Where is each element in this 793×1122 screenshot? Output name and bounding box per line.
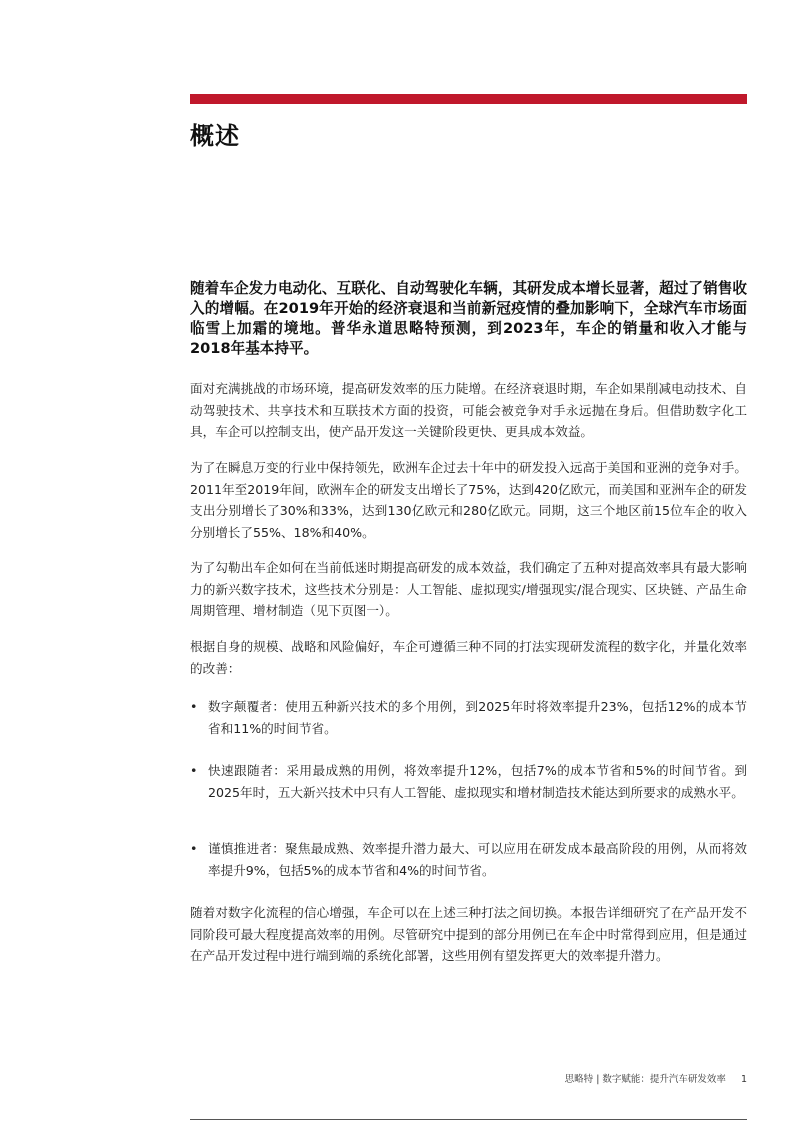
body-paragraph-4: 根据自身的规模、战略和风险偏好，车企可遵循三种不同的打法实现研发流程的数字化，并量化效率的改善：: [190, 639, 747, 676]
bottom-rule: [190, 1119, 747, 1120]
page-number: 1: [740, 1074, 747, 1085]
bullet-item-fast-follower: [190, 760, 747, 803]
body-paragraph-2: 为了在瞬息万变的行业中保持领先，欧洲车企过去十年中的研发投入远高于美国和亚洲的竞争对手。2011年至2019年间，欧洲车企的研发支出增长了75%，达到420亿欧元，而美国和亚洲车企的研发支出分别增长了30%和33%，达到130亿欧元和280亿欧元。同期，这三个地区前15位车企的收入分别增长了55%、18%和40%。: [190, 460, 747, 540]
page-title: 概述: [190, 122, 240, 150]
bullet-text: 快速跟随者：采用最成熟的用例，将效率提升12%，包括7%的成本节省和5%的时间节省。到2025年时，五大新兴技术中只有人工智能、虚拟现实和增材制造技术能达到所要求的成熟水平。: [208, 763, 747, 800]
closing-paragraph: 随着对数字化流程的信心增强，车企可以在上述三种打法之间切换。本报告详细研究了在产品开发不同阶段可最大程度提高效率的用例。尽管研究中提到的部分用例已在车企中时常得到应用，但是通过在产品开发过程中进行端到端的系统化部署，这些用例有望发挥更大的效率提升潜力。: [190, 905, 747, 963]
top-red-rule: [190, 94, 747, 104]
body-paragraph-3: 为了勾勒出车企如何在当前低迷时期提高研发的成本效益，我们确定了五种对提高效率具有最大影响力的新兴数字技术，这些技术分别是：人工智能、虚拟现实/增强现实/混合现实、区块链、产品生命周期管理、增材制造（见下页图一）。: [190, 560, 747, 618]
bullet-text: 数字颠覆者：使用五种新兴技术的多个用例，到2025年时将效率提升23%，包括12%的成本节省和11%的时间节省。: [208, 699, 747, 736]
lead-paragraph: 随着车企发力电动化、互联化、自动驾驶化车辆，其研发成本增长显著，超过了销售收入的增幅。在2019年开始的经济衰退和当前新冠疫情的叠加影响下，全球汽车市场面临雪上加霜的境地。普华永道思略特预测，到2023年，车企的销量和收入才能与2018年基本持平。: [190, 280, 747, 357]
footer-publication-title: 思略特 | 数字赋能：提升汽车研发效率: [564, 1074, 726, 1085]
bullet-text: 谨慎推进者：聚焦最成熟、效率提升潜力最大、可以应用在研发成本最高阶段的用例，从而将效率提升9%，包括5%的成本节省和4%的时间节省。: [208, 841, 747, 878]
page-footer: [565, 1071, 747, 1085]
bullet-marker: •: [190, 763, 198, 778]
bullet-marker: •: [190, 699, 198, 714]
body-paragraph-1: 面对充满挑战的市场环境，提高研发效率的压力陡增。在经济衰退时期，车企如果削减电动技术、自动驾驶技术、共享技术和互联技术方面的投资，可能会被竞争对手永远抛在身后。但借助数字化工具，车企可以控制支出，使产品开发这一关键阶段更快、更具成本效益。: [190, 381, 747, 439]
strategy-bullet-list: [190, 696, 747, 739]
strategy-bullet-list-3: [190, 838, 747, 881]
strategy-bullet-list-2: [190, 760, 747, 803]
bullet-item-cautious-adopter: [190, 838, 747, 881]
bullet-item-digital-disruptor: [190, 696, 747, 739]
bullet-marker: •: [190, 841, 198, 856]
